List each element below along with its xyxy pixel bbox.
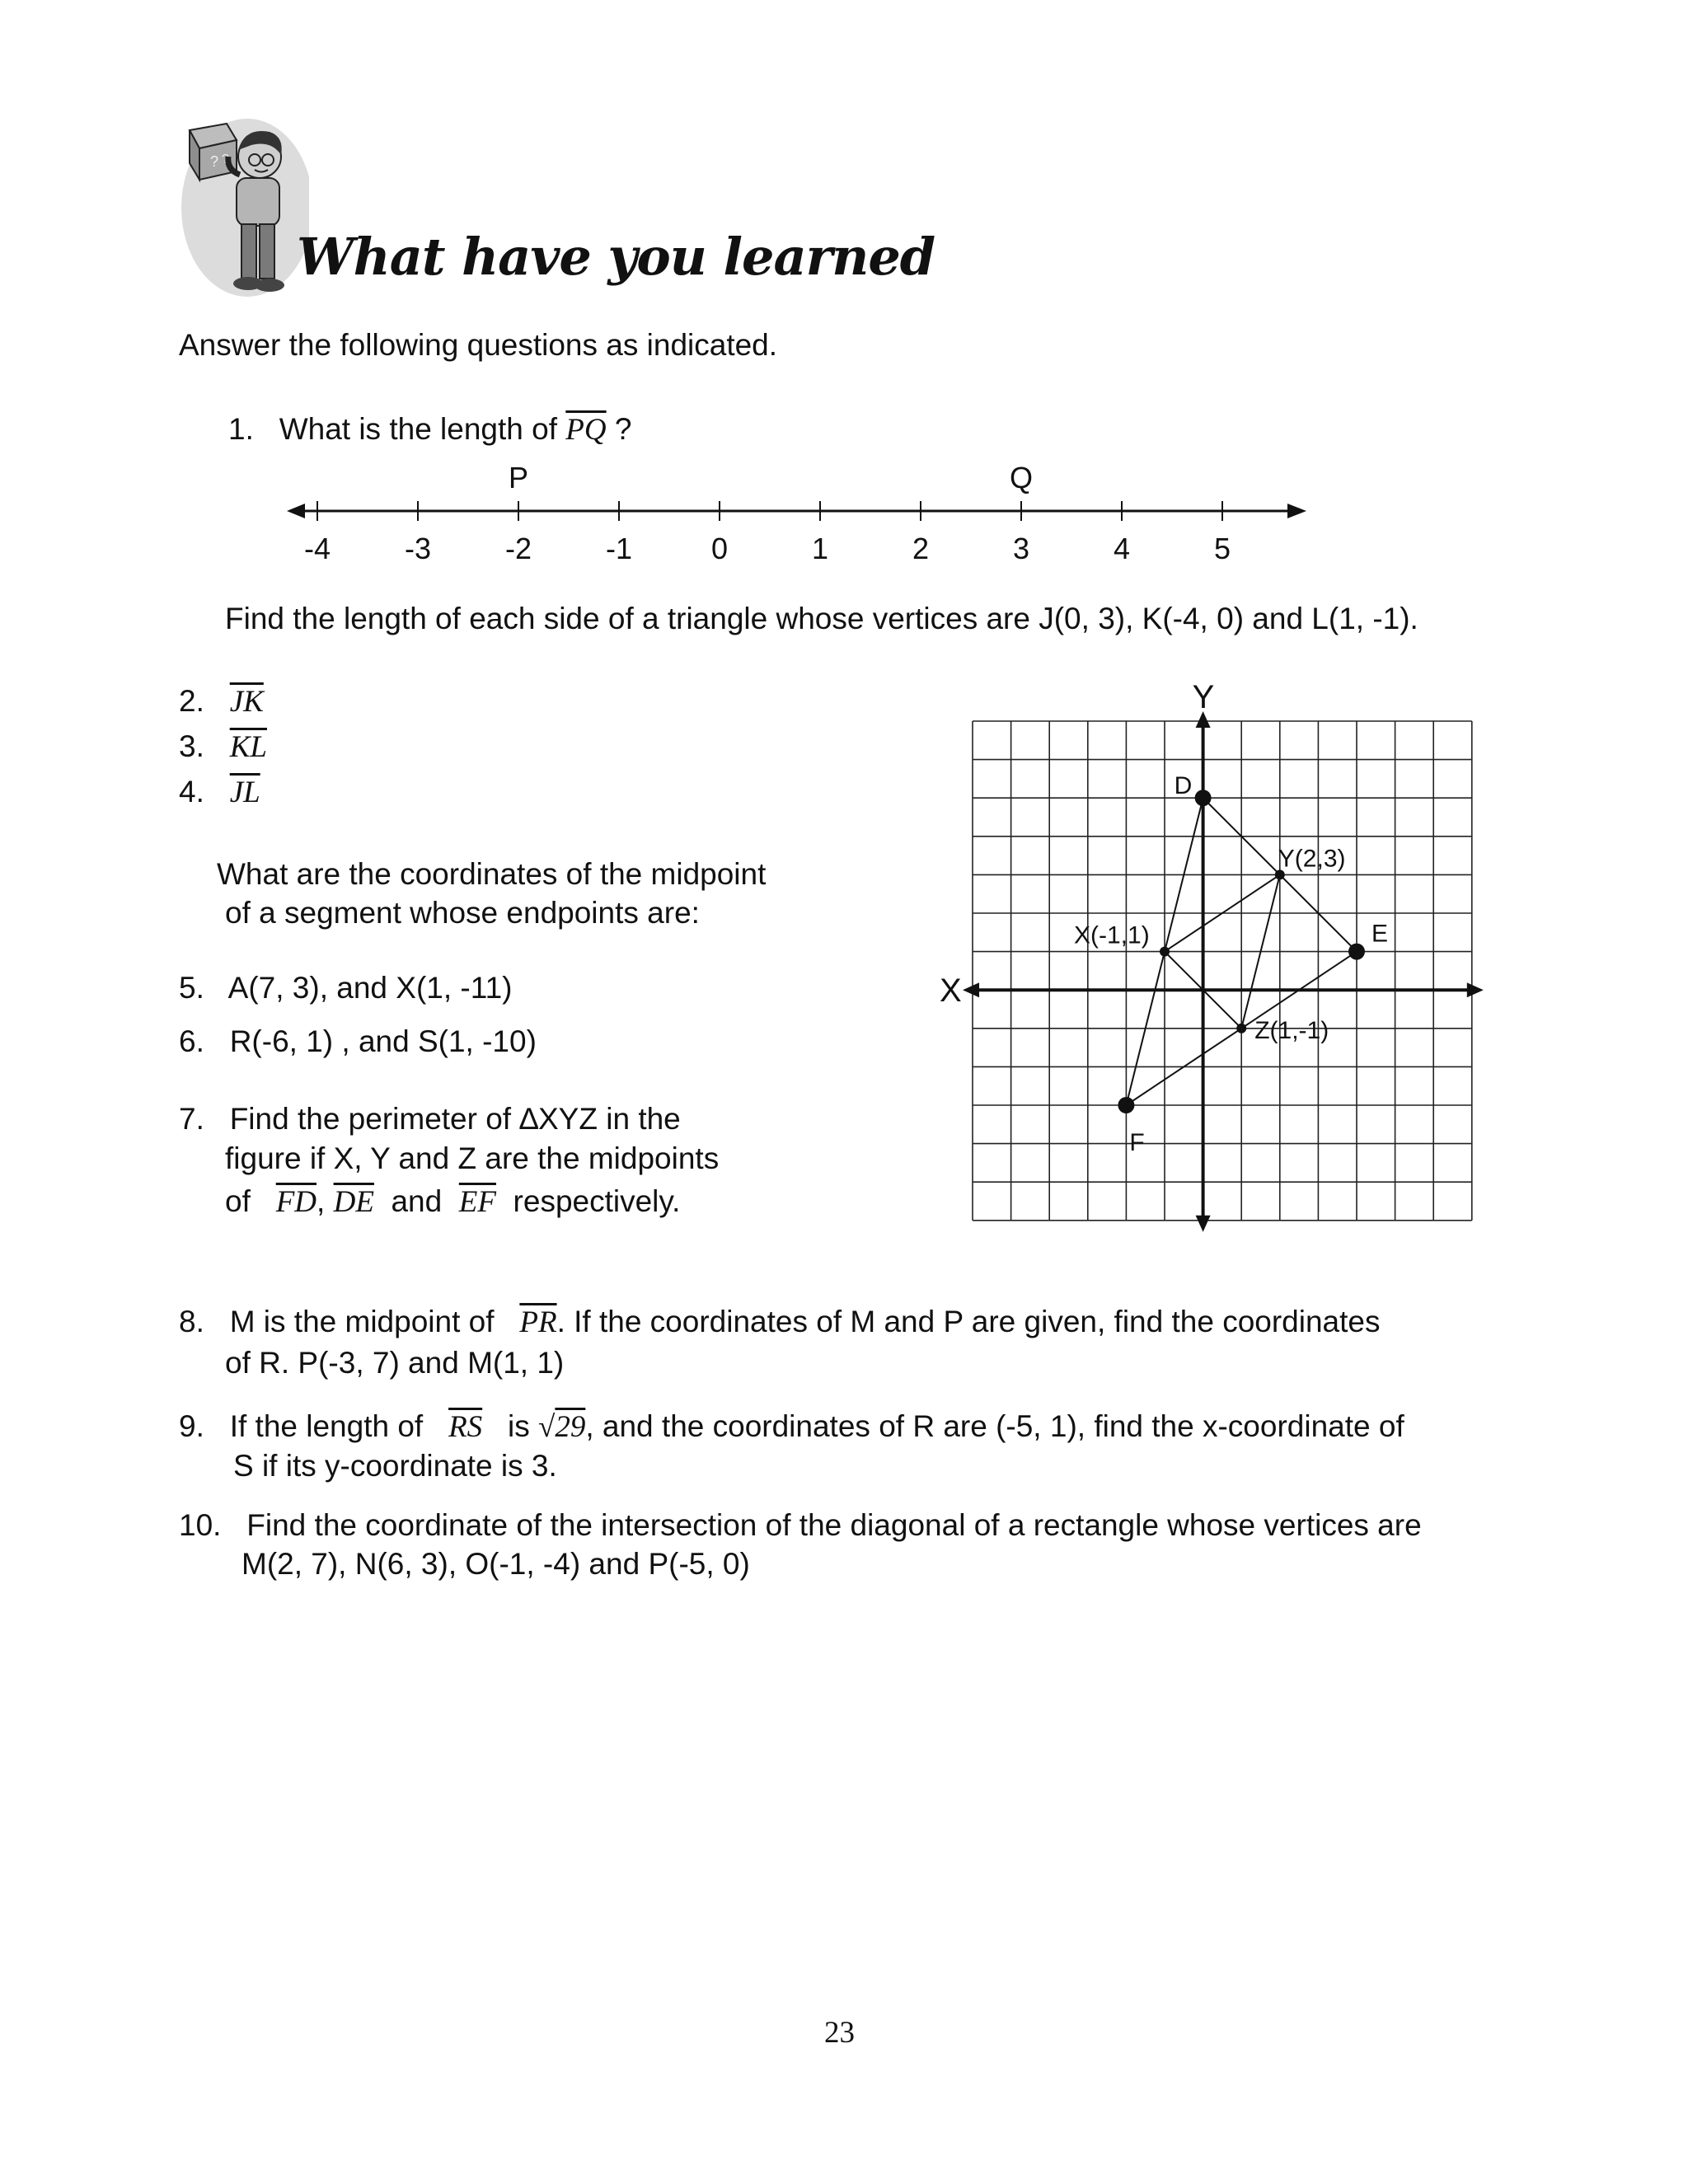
point-p-label: P: [508, 461, 529, 494]
x-axis-label: X: [940, 972, 962, 1010]
segment-label-fd: $\overline{FD}$: [275, 1185, 317, 1219]
tick-label: 4: [1113, 532, 1131, 565]
question-number: 8.: [179, 1305, 204, 1338]
question-8: [179, 1302, 1381, 1343]
question-4: [179, 772, 260, 813]
triangle-intro: Find the length of each side of a triangle whose vertices are J(0, 3), K(-4, 0) and L(1, -1).: [225, 602, 1418, 635]
segment-label-ef: $\overline{EF}$: [458, 1185, 496, 1219]
question-7-line-2: figure if X, Y and Z are the midpoints: [225, 1141, 720, 1175]
question-number: 2.: [179, 684, 204, 718]
segment-label-de: $\overline{DE}$: [333, 1185, 374, 1219]
arrow-right-icon: [1287, 504, 1306, 518]
question-9-line-2: S if its y-coordinate is 3.: [233, 1449, 557, 1483]
point-x: [1160, 947, 1170, 957]
midpoint-intro-line-1: What are the coordinates of the midpoint: [217, 857, 767, 891]
tick-label: 0: [710, 532, 729, 565]
question-6: [179, 1022, 537, 1062]
question-8-line-2: of R. P(-3, 7) and M(1, 1): [225, 1346, 565, 1380]
question-number: 4.: [179, 775, 204, 808]
point-f: [1118, 1097, 1134, 1113]
question-text: What is the length of: [279, 412, 558, 446]
coordinate-grid-figure: [940, 684, 1500, 1253]
segment-label: $\overline{PQ}$: [565, 413, 607, 447]
tick-label: -4: [303, 532, 331, 565]
svg-text:?: ?: [210, 153, 219, 170]
question-text-end: , and the coordinates of R are (-5, 1), find the x-coordinate of: [585, 1409, 1404, 1443]
segment-label: $\overline{RS}$: [448, 1410, 483, 1444]
arrow-left-icon: [963, 982, 979, 997]
tick-label: 3: [1012, 532, 1030, 565]
tick-label: 1: [811, 532, 829, 565]
question-text: A(7, 3), and X(1, -11): [227, 971, 513, 1005]
point-label-f: F: [1129, 1129, 1145, 1156]
question-9: 9. If the length of $\overline{RS}$ is √29, and the coordinates of R are (-5, 1), find the x-coordinate of: [179, 1409, 1404, 1444]
tick-label: -1: [605, 532, 633, 565]
question-text: R(-6, 1) , and S(1, -10): [229, 1024, 537, 1058]
question-text: M is the midpoint of: [229, 1305, 495, 1338]
question-2: [179, 682, 264, 722]
question-5: [179, 968, 512, 1008]
segment-label: $\overline{KL}$: [229, 730, 267, 764]
segment-label: $\overline{JK}$: [229, 685, 264, 719]
question-text-end: ?: [614, 412, 632, 446]
tick-label: 5: [1213, 532, 1231, 565]
tick-label: 2: [912, 532, 930, 565]
tick-label: -3: [404, 532, 432, 565]
point-label-e: E: [1372, 920, 1389, 948]
question-number: 3.: [179, 729, 204, 763]
y-axis-label: Y: [1192, 684, 1215, 715]
question-1: [228, 410, 631, 450]
point-z: [1236, 1024, 1246, 1033]
question-number: 7.: [179, 1102, 204, 1136]
question-7-line-3: of $\overline{FD}$, $\overline{DE}$ and $\overline{EF}$ respectively.: [225, 1184, 681, 1219]
question-3: [179, 727, 267, 767]
tick-label: -2: [504, 532, 532, 565]
question-number: 6.: [179, 1024, 204, 1058]
arrow-left-icon: [287, 504, 305, 518]
page-title: What have you learned: [297, 227, 935, 287]
point-label-x: X(-1,1): [1074, 921, 1150, 949]
arrow-right-icon: [1467, 982, 1484, 997]
square-root: √29: [538, 1410, 586, 1444]
point-q-label: Q: [1009, 461, 1034, 494]
radicand: 29: [555, 1410, 586, 1444]
point-label-z: Z(1,-1): [1254, 1016, 1329, 1044]
question-text: If the length of: [229, 1409, 424, 1443]
midpoint-intro-line-2: of a segment whose endpoints are:: [225, 896, 700, 930]
point-label-y: Y(2,3): [1278, 845, 1346, 873]
point-d: [1195, 790, 1212, 806]
question-text-line-1: Find the perimeter of ∆XYZ in the: [229, 1102, 681, 1136]
point-e: [1348, 944, 1365, 960]
segment-label: $\overline{JL}$: [229, 776, 260, 809]
number-line: [280, 453, 1319, 569]
instructions: Answer the following questions as indicated.: [179, 328, 778, 362]
question-number: 10.: [179, 1508, 222, 1542]
question-10: [179, 1506, 1422, 1545]
svg-text:?: ?: [222, 152, 229, 166]
question-7: [179, 1099, 681, 1139]
arrow-down-icon: [1196, 1216, 1211, 1232]
segment-label: $\overline{PR}$: [519, 1305, 557, 1339]
question-10-line-2: M(2, 7), N(6, 3), O(-1, -4) and P(-5, 0): [241, 1547, 750, 1581]
point-label-d: D: [1174, 772, 1193, 800]
question-number: 9.: [179, 1409, 204, 1443]
question-text: Find the coordinate of the intersection of the diagonal of a rectangle whose vertices are: [246, 1508, 1422, 1542]
question-number: 1.: [228, 412, 254, 446]
question-number: 5.: [179, 971, 204, 1005]
page-number: 23: [824, 2016, 855, 2050]
question-text-end: . If the coordinates of M and P are given, find the coordinates: [556, 1305, 1381, 1338]
mascot-illustration: [169, 115, 309, 301]
